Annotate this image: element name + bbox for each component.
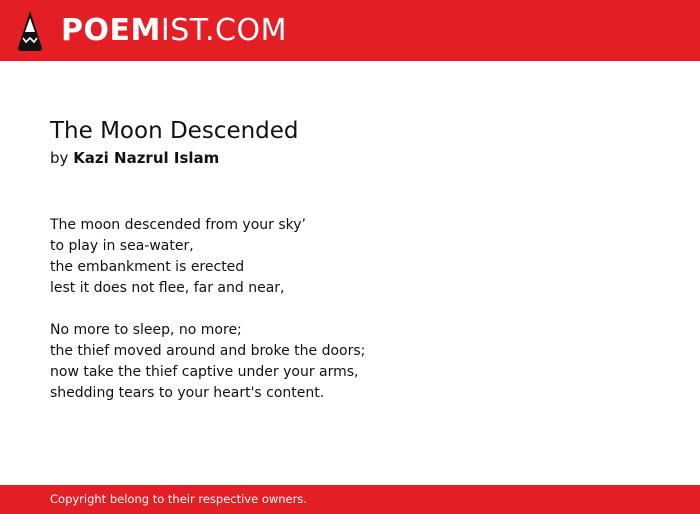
site-footer [0, 485, 700, 514]
poem-body [50, 215, 650, 404]
poem-byline [50, 146, 650, 170]
poem-line: the embankment is erected [50, 259, 245, 275]
poem-title: The Moon Descended [50, 118, 299, 144]
poem-line: to play in sea-water, [50, 238, 194, 254]
poem-line: The moon descended from your sky’ [50, 217, 306, 233]
copyright-notice: Copyright belong to their respective owners. [50, 492, 308, 506]
stanza [50, 320, 650, 404]
brand-bold-text: POEM [61, 13, 161, 48]
poem-content [50, 116, 650, 425]
poem-line: the thief moved around and broke the doors; [50, 343, 366, 359]
author-link[interactable]: Kazi Nazrul Islam [73, 149, 220, 167]
poem-line: No more to sleep, no more; [50, 322, 242, 338]
site-brand-name [61, 10, 287, 52]
site-logo-link[interactable] [17, 10, 287, 52]
poem-line: lest it does not flee, far and near, [50, 280, 285, 296]
brand-light-text: IST.COM [160, 13, 287, 48]
pen-nib-icon [17, 10, 43, 52]
site-header [0, 0, 700, 61]
poem-line: shedding tears to your heart's content. [50, 385, 325, 401]
stanza [50, 215, 650, 299]
byline-prefix: by [50, 149, 69, 167]
poem-line: now take the thief captive under your arms, [50, 364, 359, 380]
